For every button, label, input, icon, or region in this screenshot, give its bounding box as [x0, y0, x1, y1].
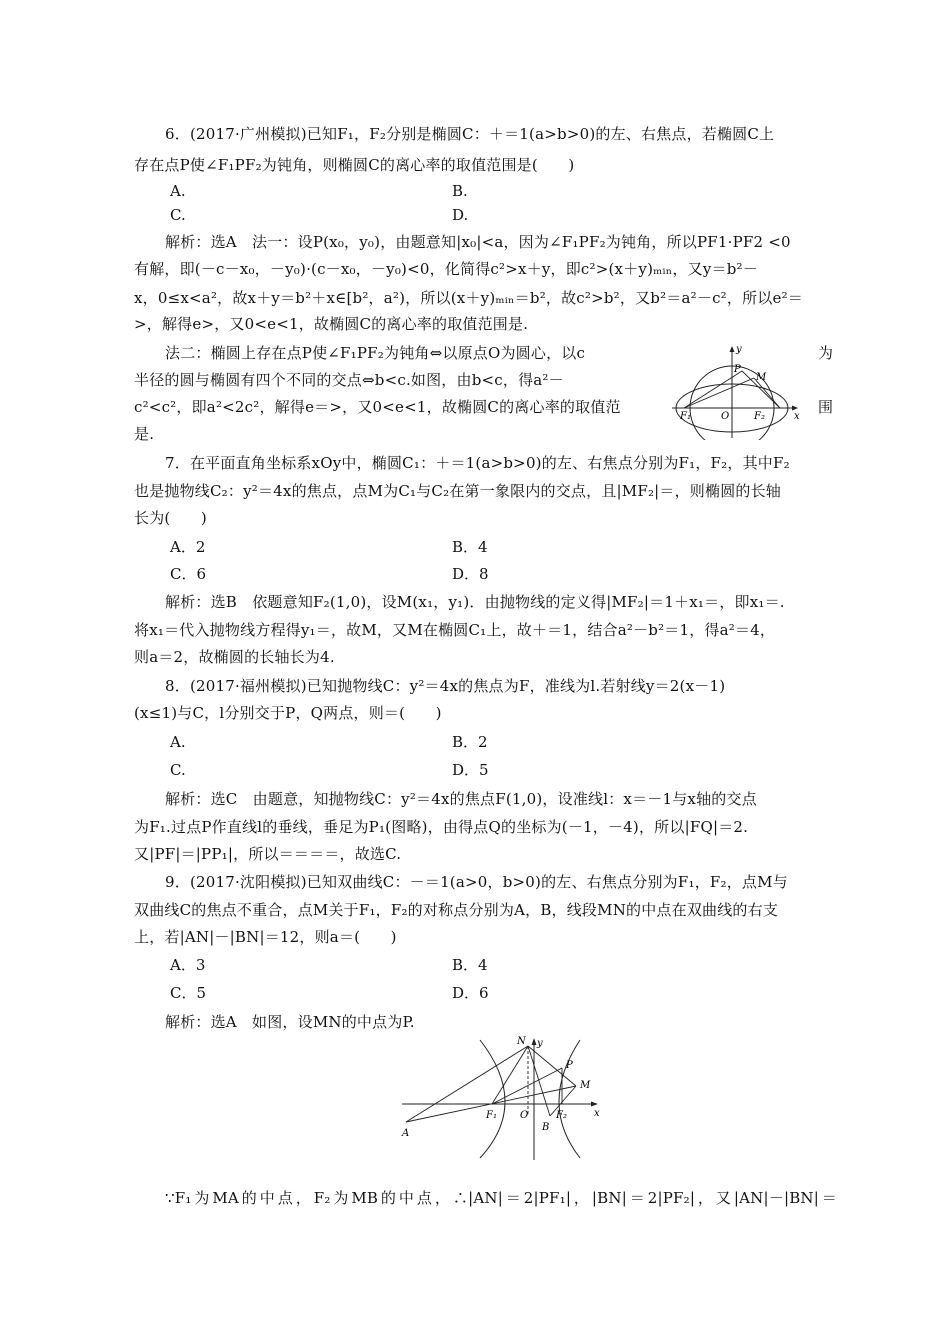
q6-method2-line-3-end: 围	[818, 398, 834, 416]
q9-stem-line-3: 上，若|AN|－|BN|＝12，则a＝( )	[134, 928, 397, 946]
q7-option-b: B．4	[452, 538, 488, 556]
q7-option-c: C．6	[170, 565, 207, 583]
q6-method2-line-1: 法二：椭圆上存在点P使∠F₁PF₂为钝角⇔以原点O为圆心，以c	[165, 344, 586, 362]
fig2-label-n: N	[517, 1036, 526, 1047]
q6-solution-line-3: x，0≤x<a²，故x＋y＝b²＋x∈[b²，a²)，所以(x＋y)ₘᵢₙ＝b²，故c²>b²，又b²＝a²－c²，所以e²＝	[134, 289, 803, 307]
fig2-label-x: x	[594, 1108, 600, 1119]
fig1-label-f1: F₁	[680, 411, 691, 422]
q9-stem-line-2: 双曲线C的焦点不重合，点M关于F₁，F₂的对称点分别为A，B，线段MN的中点在双曲线的右支	[134, 901, 779, 919]
fig2-label-y: y	[537, 1038, 543, 1049]
q6-method2-line-3: c²<c²，即a²<2c²，解得e＝>，又0<e<1，故椭圆C的离心率的取值范	[134, 398, 621, 416]
q6-option-c: C.	[170, 206, 186, 224]
q8-solution-line-3: 又|PF|＝|PP₁|，所以＝＝＝＝，故选C.	[134, 845, 402, 863]
q7-stem-line-2: 也是抛物线C₂：y²＝4x的焦点，点M为C₁与C₂在第一象限内的交点，且|MF₂|＝，则椭圆的长轴	[134, 482, 782, 500]
ellipse-circle-figure	[668, 338, 810, 440]
q9-option-b: B．4	[452, 956, 488, 974]
fig1-label-o: O	[721, 411, 730, 422]
q7-stem-line-3: 长为( )	[134, 509, 207, 527]
q9-solution-line-2: ∵F₁为MA的中点，F₂为MB的中点，∴|AN|＝2|PF₁|，|BN|＝2|PF₂|，又|AN|－|BN|＝	[165, 1189, 837, 1207]
q9-stem-line-1: 9．(2017·沈阳模拟)已知双曲线C：－＝1(a>0，b>0)的左、右焦点分别为F₁，F₂，点M与	[165, 873, 788, 891]
q6-option-d: D.	[452, 206, 469, 224]
q8-option-d: D．5	[452, 761, 489, 779]
fig1-label-x: x	[794, 411, 800, 422]
fig1-label-m: M	[756, 372, 767, 383]
fig2-label-f1: F₁	[486, 1110, 497, 1121]
fig2-label-a: A	[402, 1128, 410, 1139]
q6-stem-line-2: 存在点P使∠F₁PF₂为钝角，则椭圆C的离心率的取值范围是( )	[134, 156, 575, 174]
fig2-label-o: O	[520, 1110, 529, 1121]
q8-solution-line-2: 为F₁.过点P作直线l的垂线，垂足为P₁(图略)，由得点Q的坐标为(－1，－4)，所以|FQ|＝2.	[134, 818, 749, 836]
q8-option-a: A.	[170, 733, 186, 751]
q9-option-c: C．5	[170, 984, 207, 1002]
q6-method2-line-4: 是.	[134, 425, 155, 443]
hyperbola-figure	[398, 1032, 610, 1162]
q8-solution-line-1: 解析：选C 由题意，知抛物线C：y²＝4x的焦点F(1,0)，设准线l：x＝－1与x轴的交点	[165, 790, 757, 808]
fig1-label-y: y	[736, 344, 742, 355]
q6-solution-line-2: 有解，即(－c－x₀，－y₀)·(c－x₀，－y₀)<0，化简得c²>x＋y，即c²>(x＋y)ₘᵢₙ，又y＝b²－	[134, 260, 758, 278]
fig2-label-b: B	[542, 1122, 550, 1133]
q7-solution-line-3: 则a＝2，故椭圆的长轴长为4.	[134, 648, 335, 666]
fig2-label-p: P	[566, 1060, 573, 1071]
q7-option-d: D．8	[452, 565, 489, 583]
q6-solution-line-4: >，解得e>，又0<e<1，故椭圆C的离心率的取值范围是.	[134, 315, 529, 333]
fig2-label-f2: F₂	[556, 1110, 567, 1121]
fig1-label-p: P	[734, 364, 741, 375]
q6-solution-line-1: 解析：选A 法一：设P(x₀，y₀)，由题意知|x₀|<a，因为∠F₁PF₂为钝角，所以PF1·PF2 <0	[165, 233, 791, 251]
q7-stem-line-1: 7．在平面直角坐标系xOy中，椭圆C₁：＋＝1(a>b>0)的左、右焦点分别为F₁，F₂，其中F₂	[165, 454, 790, 472]
q7-solution-line-2: 将x₁＝代入抛物线方程得y₁＝，故M，又M在椭圆C₁上，故＋＝1，结合a²－b²＝1，得a²＝4，	[134, 621, 776, 639]
q7-option-a: A．2	[170, 538, 206, 556]
q8-option-c: C.	[170, 761, 186, 779]
q8-stem-line-1: 8．(2017·福州模拟)已知抛物线C：y²＝4x的焦点为F，准线为l.若射线y＝2(x－1)	[165, 677, 726, 695]
q6-option-a: A.	[170, 182, 186, 200]
q9-option-d: D．6	[452, 984, 489, 1002]
q6-method2-line-1-end: 为	[818, 344, 834, 362]
q8-stem-line-2: (x≤1)与C，l分别交于P，Q两点，则＝( )	[134, 704, 442, 722]
q6-option-b: B.	[452, 182, 468, 200]
fig1-label-f2: F₂	[754, 411, 765, 422]
q7-solution-line-1: 解析：选B 依题意知F₂(1,0)，设M(x₁，y₁)．由抛物线的定义得|MF₂|＝1＋x₁＝，即x₁＝.	[165, 593, 785, 611]
q9-solution-line-1: 解析：选A 如图，设MN的中点为P.	[165, 1013, 415, 1031]
q9-option-a: A．3	[170, 956, 206, 974]
fig2-label-m: M	[580, 1080, 591, 1091]
q8-option-b: B．2	[452, 733, 488, 751]
q6-stem-line-1: 6．(2017·广州模拟)已知F₁，F₂分别是椭圆C：＋＝1(a>b>0)的左、右焦点，若椭圆C上	[165, 125, 775, 143]
q6-method2-line-2: 半径的圆与椭圆有四个不同的交点⇔b<c.如图，由b<c，得a²－	[134, 371, 564, 389]
